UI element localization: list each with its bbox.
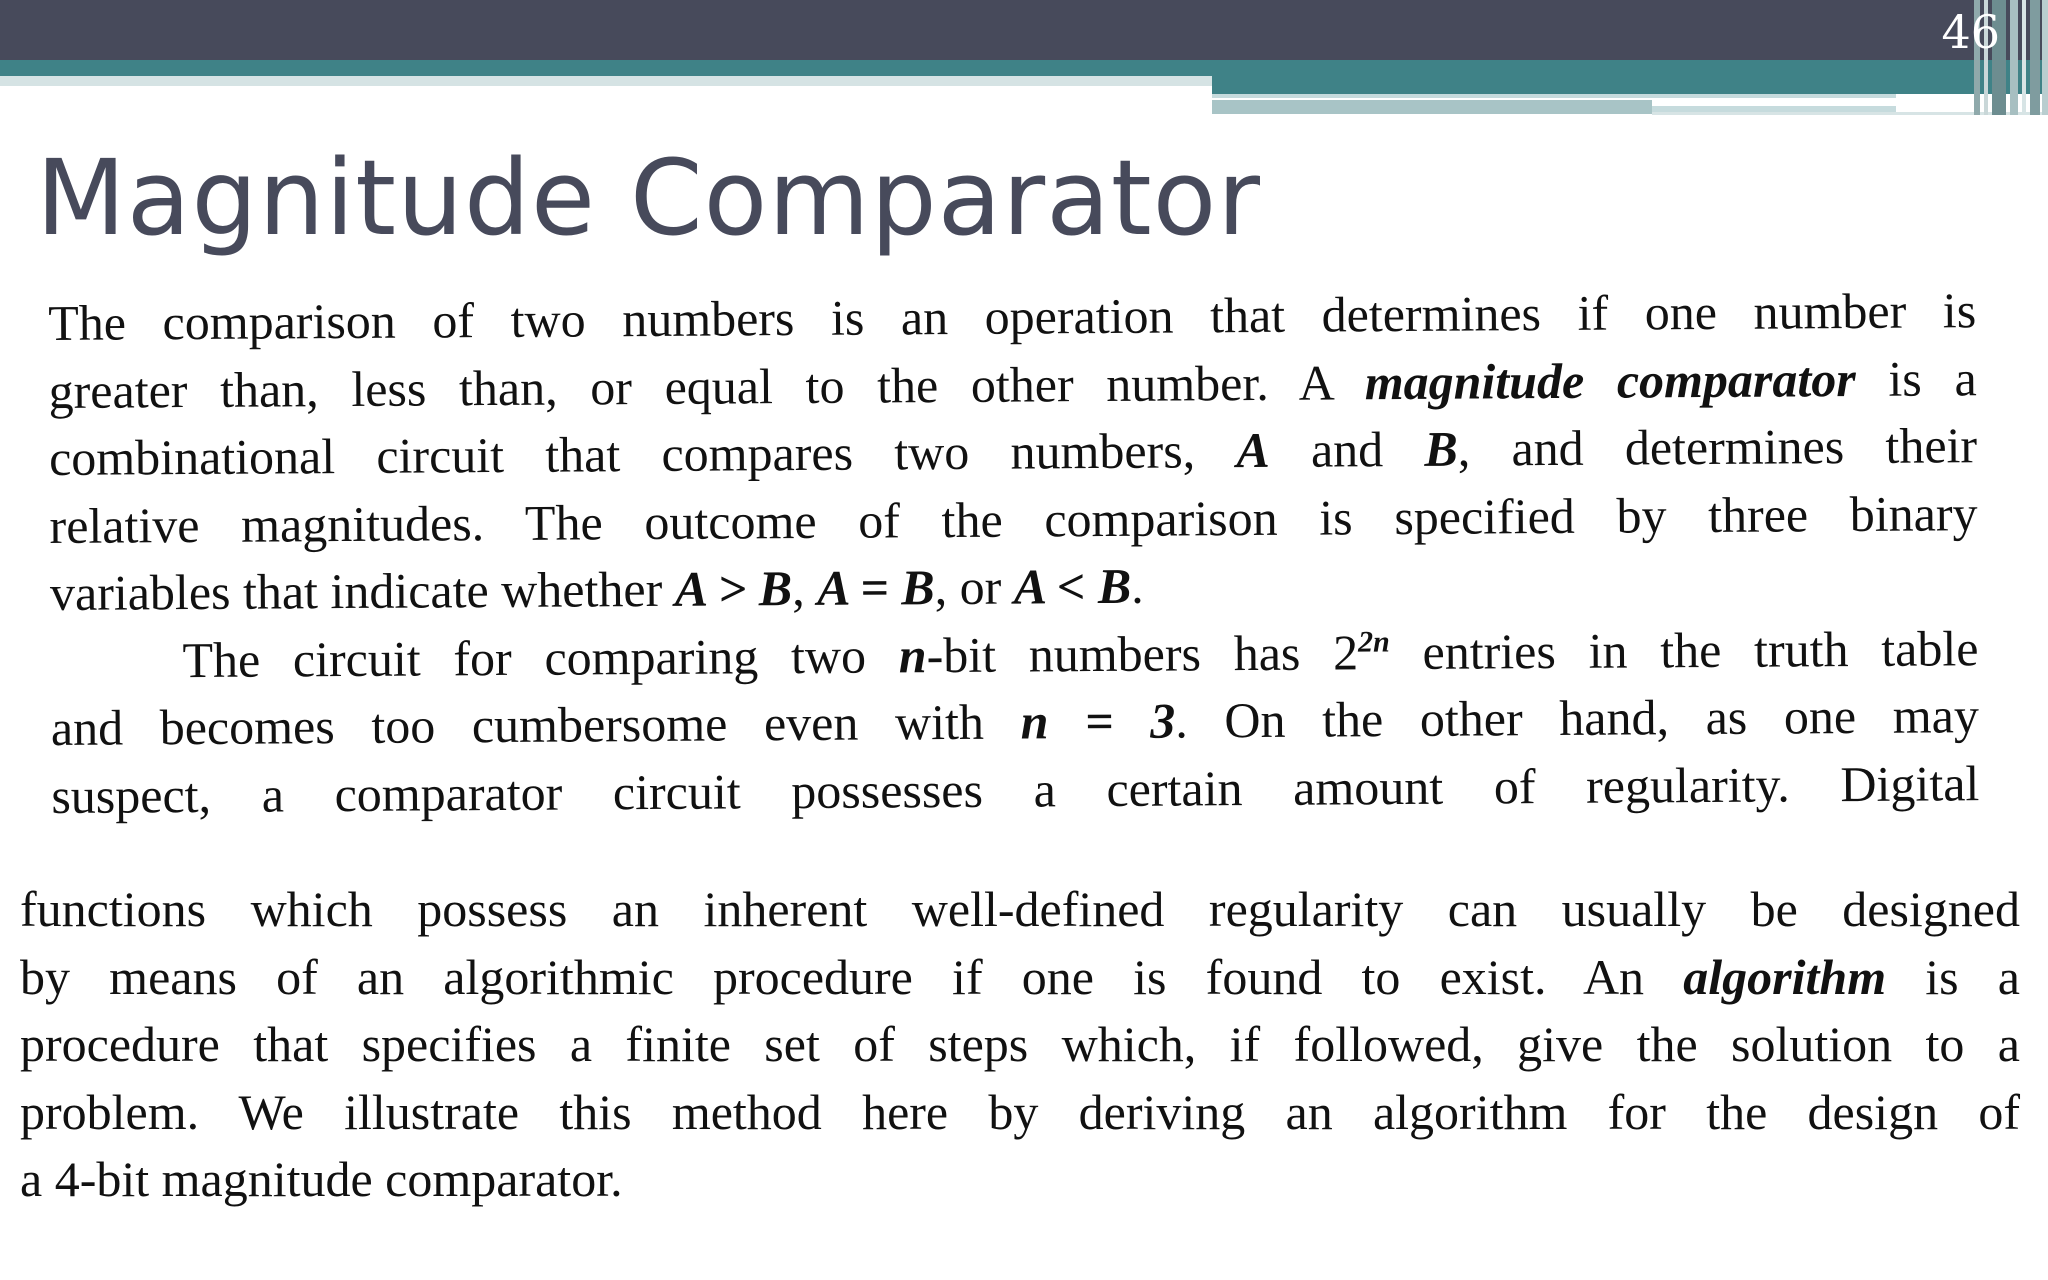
text-line: by means of an algorithmic procedure if one is found to exist. An algorithm is a: [20, 948, 2021, 1005]
text-line: problem. We illustrate this method here by deriving an algorithm for the design of: [20, 1083, 2020, 1140]
text-line: a 4-bit magnitude comparator.: [20, 1151, 623, 1207]
text-line: greater than, less than, or equal to the other number. A magnitude comparator is a: [48, 349, 1977, 419]
text-line: functions which possess an inherent well-defined regularity can usually be designed: [20, 881, 2020, 937]
header-bar: [0, 0, 2048, 60]
scanned-text-excerpt-2: [20, 876, 2020, 1214]
text-line: and becomes too cumbersome even with n = 3. On the other hand, as one may: [50, 687, 1980, 756]
header-accent-bar-right: [1212, 76, 2048, 94]
text-line: relative magnitudes. The outcome of the comparison is specified by three binary: [49, 484, 1978, 554]
text-line: The circuit for comparing two n-bit numbers has $2^{2n}$ entries in the truth table: [182, 619, 1979, 688]
scanned-text-excerpt-1: [48, 277, 1980, 830]
slide-title: Magnitude Comparator: [36, 137, 1261, 259]
header-light-stripe: [1212, 94, 1896, 98]
header-accent-bar: [0, 60, 2048, 76]
term-algorithm: algorithm: [1683, 948, 1887, 1005]
text-line: The comparison of two numbers is an operation that determines if one number is: [48, 282, 1977, 351]
text-line: variables that indicate whether A > B, A = B, or A < B.: [49, 557, 1144, 621]
text-line: combinational circuit that compares two numbers, A and B, and determines their: [48, 417, 1978, 486]
slide-number: 46: [1941, 5, 2000, 59]
header-light-stripe: [1212, 100, 1652, 114]
term-magnitude-comparator: magnitude comparator: [1364, 350, 1856, 410]
text-line: procedure that specifies a finite set of steps which, if followed, give the solution to a: [20, 1016, 2020, 1072]
text-line: suspect, a comparator circuit possesses a certain amount of regularity. Digital: [51, 754, 1980, 824]
header-light-bar: [0, 76, 1212, 86]
